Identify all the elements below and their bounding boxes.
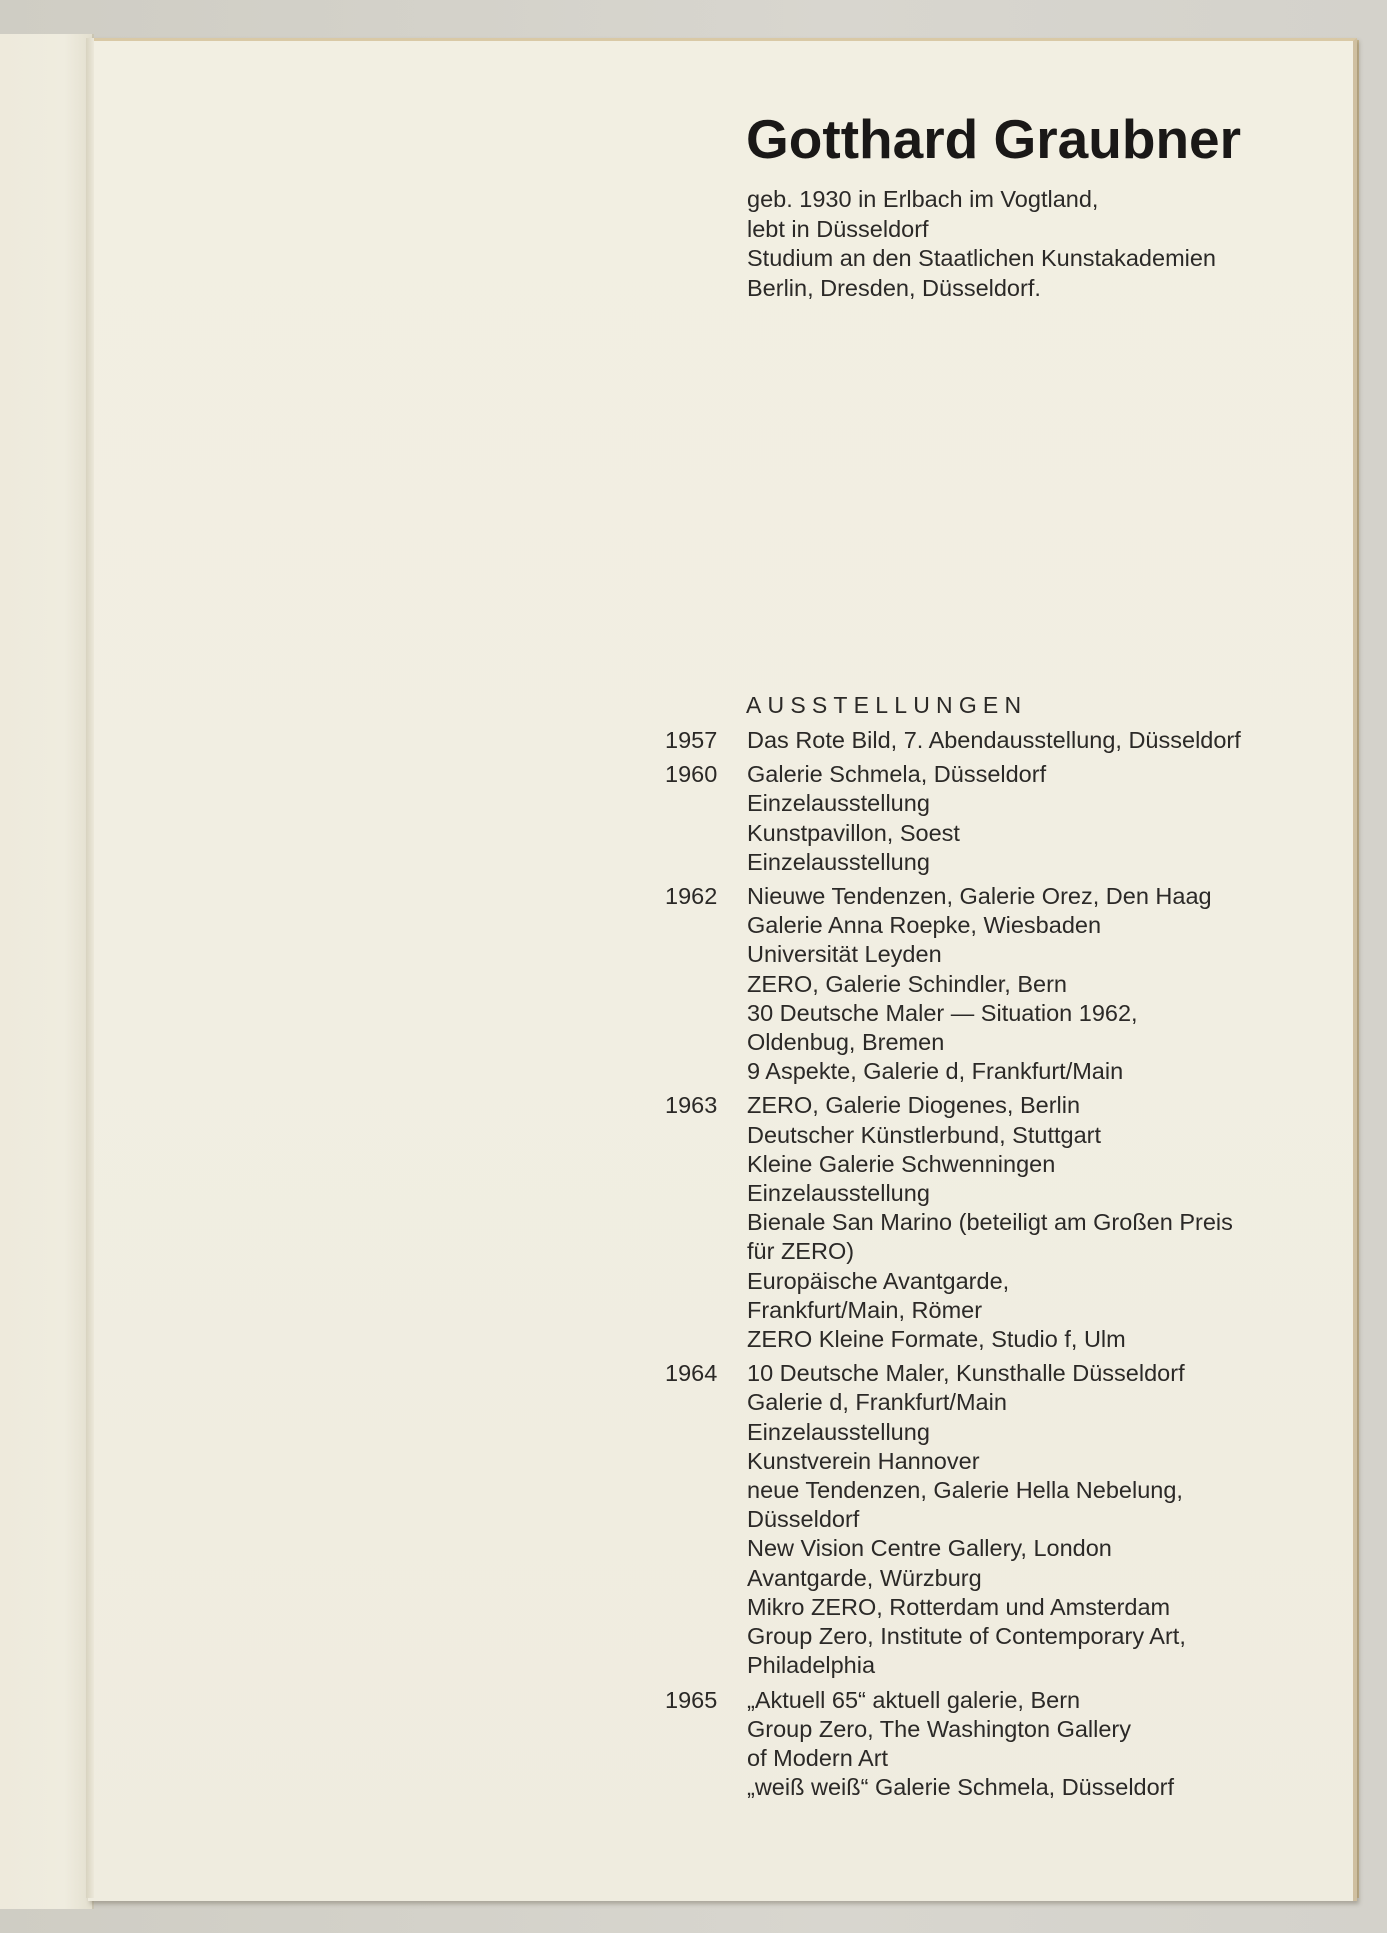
- bio-line: geb. 1930 in Erlbach im Vogtland,: [747, 186, 1099, 212]
- exhibition-entry-line: Einzelausstellung: [747, 848, 930, 875]
- exhibition-year-block: [665, 760, 1241, 877]
- exhibition-entry-line: Philadelphia: [747, 1652, 876, 1679]
- exhibition-entry-line: „Aktuell 65“ aktuell galerie, Bern: [747, 1686, 1081, 1713]
- exhibition-entry-line: Galerie d, Frankfurt/Main: [747, 1389, 1007, 1416]
- exhibition-entry-line: Kunstpavillon, Soest: [747, 819, 960, 846]
- bio-line: Berlin, Dresden, Düsseldorf.: [747, 274, 1041, 301]
- exhibition-entry-line: Einzelausstellung: [747, 1180, 930, 1207]
- exhibition-entries: [747, 726, 1241, 755]
- exhibition-entry-line: Bienale San Marino (beteiligt am Großen Preis: [747, 1209, 1233, 1236]
- exhibition-entry-line: ZERO Kleine Formate, Studio f, Ulm: [747, 1326, 1126, 1353]
- exhibition-entry-line: Universität Leyden: [747, 941, 942, 968]
- exhibition-year-block: [665, 1686, 1241, 1803]
- bio-line: lebt in Düsseldorf: [747, 215, 929, 242]
- exhibition-year-block: [665, 1359, 1241, 1680]
- exhibition-year-block: [665, 726, 1241, 755]
- exhibition-entry-line: Einzelausstellung: [747, 1418, 930, 1445]
- exhibition-year: 1962: [665, 883, 718, 910]
- exhibition-entry-line: Kleine Galerie Schwenningen: [747, 1150, 1056, 1177]
- exhibition-entry-line: Einzelausstellung: [747, 790, 930, 817]
- exhibition-entry-line: Oldenbug, Bremen: [747, 1029, 945, 1056]
- exhibition-entry-line: Nieuwe Tendenzen, Galerie Orez, Den Haag: [747, 883, 1212, 910]
- exhibition-entries: [747, 1686, 1174, 1803]
- exhibition-year: 1965: [665, 1686, 718, 1713]
- exhibition-entry-line: 30 Deutsche Maler — Situation 1962,: [747, 999, 1138, 1026]
- exhibition-year: 1963: [665, 1092, 718, 1119]
- exhibitions-heading: AUSSTELLUNGEN: [746, 692, 1028, 718]
- exhibition-entries: [747, 760, 1046, 877]
- exhibition-entry-line: Group Zero, Institute of Contemporary Art,: [747, 1623, 1186, 1650]
- artist-name-title: Gotthard Graubner: [746, 108, 1242, 170]
- bio-line: Studium an den Staatlichen Kunstakademien: [747, 245, 1217, 271]
- exhibition-entry-line: Deutscher Künstlerbund, Stuttgart: [747, 1121, 1102, 1148]
- exhibition-entries: [747, 1091, 1233, 1354]
- exhibition-entry-line: ZERO, Galerie Schindler, Bern: [747, 970, 1067, 997]
- exhibition-entry-line: Mikro ZERO, Rotterdam und Amsterdam: [747, 1593, 1171, 1620]
- exhibition-entry-line: Galerie Schmela, Düsseldorf: [747, 761, 1047, 788]
- exhibition-entry-line: Europäische Avantgarde,: [747, 1267, 1010, 1294]
- exhibition-year-block: [665, 1091, 1241, 1354]
- exhibitions-list: [665, 726, 1241, 1807]
- binding-spine: [86, 38, 94, 1898]
- exhibition-year: 1957: [665, 727, 718, 753]
- facing-page-edge: [0, 34, 94, 1909]
- exhibition-entry-line: Kunstverein Hannover: [747, 1447, 980, 1474]
- exhibition-entry-line: neue Tendenzen, Galerie Hella Nebelung,: [747, 1477, 1183, 1504]
- exhibition-entry-line: Frankfurt/Main, Römer: [747, 1296, 983, 1323]
- exhibition-entry-line: New Vision Centre Gallery, London: [747, 1535, 1112, 1562]
- exhibition-entry-line: of Modern Art: [747, 1744, 889, 1771]
- exhibition-entry-line: Group Zero, The Washington Gallery: [747, 1715, 1132, 1742]
- exhibition-entry-line: „weiß weiß“ Galerie Schmela, Düsseldorf: [747, 1774, 1175, 1801]
- exhibition-entry-line: ZERO, Galerie Diogenes, Berlin: [747, 1092, 1081, 1119]
- exhibition-entry-line: 10 Deutsche Maler, Kunsthalle Düsseldorf: [747, 1360, 1185, 1387]
- exhibition-entry-line: für ZERO): [747, 1238, 855, 1265]
- exhibition-entry-line: Galerie Anna Roepke, Wiesbaden: [747, 912, 1102, 939]
- exhibition-entry-line: Düsseldorf: [747, 1506, 860, 1533]
- exhibition-year-block: [665, 882, 1241, 1086]
- exhibition-entries: [747, 1359, 1186, 1680]
- exhibition-year: 1964: [665, 1360, 718, 1387]
- exhibition-entry-line: Avantgarde, Würzburg: [747, 1564, 982, 1591]
- exhibition-entry-line: Das Rote Bild, 7. Abendausstellung, Düsseldorf: [747, 727, 1241, 753]
- exhibition-year: 1960: [665, 761, 718, 788]
- exhibition-entry-line: 9 Aspekte, Galerie d, Frankfurt/Main: [747, 1058, 1124, 1085]
- exhibition-entries: [747, 882, 1212, 1086]
- artist-bio: [747, 185, 1216, 303]
